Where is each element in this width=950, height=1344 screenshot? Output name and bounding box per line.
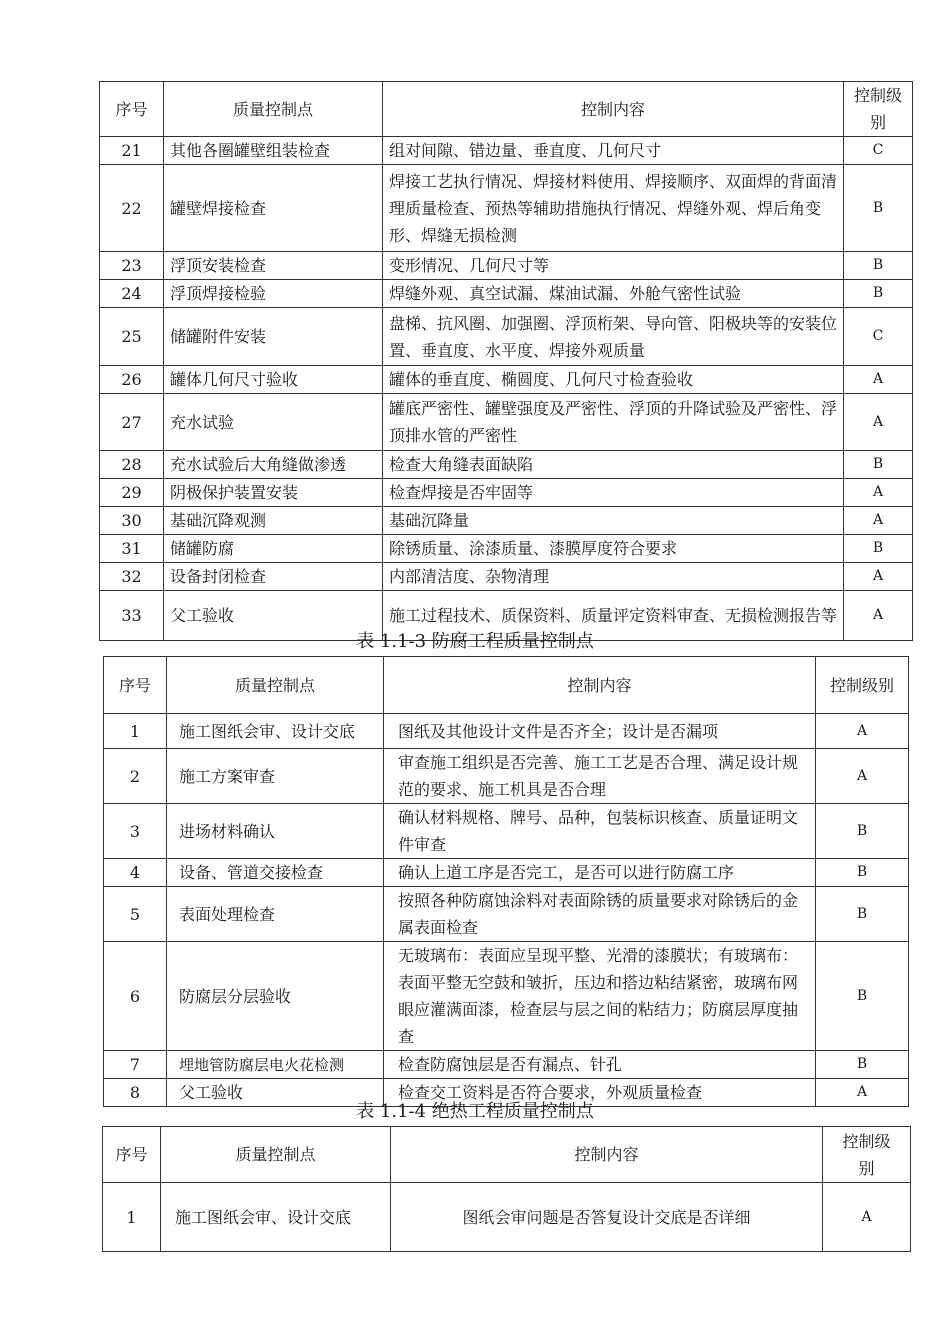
row-no: 23 [100, 252, 164, 280]
table-row [104, 942, 909, 1051]
row-no: 4 [104, 859, 167, 887]
row-point: 充水试验后大角缝做渗透 [164, 451, 383, 479]
row-point: 父工验收 [167, 1079, 384, 1107]
row-content: 变形情况、几何尺寸等 [383, 252, 844, 280]
row-content: 确认上道工序是否完工，是否可以进行防腐工序 [384, 859, 816, 887]
row-point: 设备、管道交接检查 [167, 859, 384, 887]
row-content: 检查防腐蚀层是否有漏点、针孔 [384, 1051, 816, 1079]
table-row [104, 887, 909, 942]
row-no: 24 [100, 280, 164, 308]
row-content: 盘梯、抗风圈、加强圈、浮顶桁架、导向管、阳极块等的安装位置、垂直度、水平度、焊接外观质量 [383, 308, 844, 366]
row-level: A [844, 591, 913, 641]
header-no: 序号 [100, 82, 164, 137]
row-content: 无玻璃布：表面应呈现平整、光滑的漆膜状；有玻璃布：表面平整无空鼓和皱折，压边和搭边粘结紧密，玻璃布网眼应灌满面漆，检查层与层之间的粘结力；防腐层厚度抽查 [384, 942, 816, 1051]
row-point: 施工方案审查 [167, 749, 384, 804]
row-level: A [816, 1079, 909, 1107]
row-content: 按照各种防腐蚀涂料对表面除锈的质量要求对除锈后的金属表面检查 [384, 887, 816, 942]
row-point: 父工验收 [164, 591, 383, 641]
row-no: 25 [100, 308, 164, 366]
row-point: 防腐层分层验收 [167, 942, 384, 1051]
row-point: 罐壁焊接检查 [164, 165, 383, 252]
row-point: 施工图纸会审、设计交底 [167, 714, 384, 749]
row-no: 21 [100, 137, 164, 165]
row-content: 除锈质量、涂漆质量、漆膜厚度符合要求 [383, 535, 844, 563]
row-point: 其他各圈罐壁组装检查 [164, 137, 383, 165]
row-point: 基础沉降观测 [164, 507, 383, 535]
header-point: 质量控制点 [164, 82, 383, 137]
row-no: 26 [100, 366, 164, 394]
table-row [100, 394, 913, 451]
row-no: 33 [100, 591, 164, 641]
header-level: 控制级别 [816, 657, 909, 714]
header-level: 控制级别 [844, 82, 913, 137]
row-content: 组对间隙、错边量、垂直度、几何尺寸 [383, 137, 844, 165]
table-row [100, 535, 913, 563]
row-point: 储罐附件安装 [164, 308, 383, 366]
row-content: 图纸会审问题是否答复设计交底是否详细 [391, 1183, 823, 1252]
row-point: 罐体几何尺寸验收 [164, 366, 383, 394]
header-level: 控制级别 [823, 1127, 911, 1183]
row-level: B [844, 252, 913, 280]
row-point: 进场材料确认 [167, 804, 384, 859]
table-caption-anticorrosion: 表 1.1-3 防腐工程质量控制点 [356, 631, 594, 652]
row-no: 6 [104, 942, 167, 1051]
row-level: A [816, 749, 909, 804]
row-no: 27 [100, 394, 164, 451]
table-row [100, 308, 913, 366]
row-point: 设备封闭检查 [164, 563, 383, 591]
row-level: A [844, 394, 913, 451]
table-caption-insulation: 表 1.1-4 绝热工程质量控制点 [356, 1101, 594, 1122]
row-level: C [844, 137, 913, 165]
table-row [100, 165, 913, 252]
table-header-row [104, 657, 909, 714]
row-content: 施工过程技术、质保资料、质量评定资料审查、无损检测报告等 [383, 591, 844, 641]
row-content: 基础沉降量 [383, 507, 844, 535]
row-level: B [844, 535, 913, 563]
table-row [100, 563, 913, 591]
header-content: 控制内容 [384, 657, 816, 714]
row-point: 埋地管防腐层电火花检测 [167, 1051, 384, 1079]
table-row [100, 252, 913, 280]
tank-quality-control-table [99, 81, 913, 641]
table-row [100, 479, 913, 507]
table-header-row [100, 82, 913, 137]
row-content: 内部清洁度、杂物清理 [383, 563, 844, 591]
row-no: 32 [100, 563, 164, 591]
header-no: 序号 [104, 657, 167, 714]
row-level: A [844, 507, 913, 535]
row-no: 3 [104, 804, 167, 859]
row-content: 检查大角缝表面缺陷 [383, 451, 844, 479]
row-point: 浮顶安装检查 [164, 252, 383, 280]
table-row [100, 507, 913, 535]
row-content: 罐底严密性、罐壁强度及严密性、浮顶的升降试验及严密性、浮顶排水管的严密性 [383, 394, 844, 451]
row-no: 8 [104, 1079, 167, 1107]
row-no: 30 [100, 507, 164, 535]
row-level: B [816, 887, 909, 942]
row-level: C [844, 308, 913, 366]
table-row [103, 1183, 911, 1252]
row-point: 浮顶焊接检验 [164, 280, 383, 308]
header-no: 序号 [103, 1127, 161, 1183]
row-level: A [844, 366, 913, 394]
row-level: B [816, 942, 909, 1051]
row-content: 图纸及其他设计文件是否齐全；设计是否漏项 [384, 714, 816, 749]
table-row [100, 280, 913, 308]
row-level: B [844, 280, 913, 308]
table-row [100, 137, 913, 165]
row-no: 1 [104, 714, 167, 749]
row-content: 焊缝外观、真空试漏、煤油试漏、外舱气密性试验 [383, 280, 844, 308]
table-row [104, 749, 909, 804]
row-content: 检查交工资料是否符合要求，外观质量检查 [384, 1079, 816, 1107]
row-no: 2 [104, 749, 167, 804]
row-level: A [823, 1183, 911, 1252]
row-level: A [816, 714, 909, 749]
header-point: 质量控制点 [167, 657, 384, 714]
table-header-row [103, 1127, 911, 1183]
row-level: A [844, 563, 913, 591]
row-no: 31 [100, 535, 164, 563]
row-point: 充水试验 [164, 394, 383, 451]
row-level: B [844, 451, 913, 479]
anticorrosion-quality-control-table [103, 656, 909, 1107]
header-content: 控制内容 [383, 82, 844, 137]
row-no: 22 [100, 165, 164, 252]
row-content: 罐体的垂直度、椭圆度、几何尺寸检查验收 [383, 366, 844, 394]
row-no: 29 [100, 479, 164, 507]
row-content: 审查施工组织是否完善、施工工艺是否合理、满足设计规范的要求、施工机具是否合理 [384, 749, 816, 804]
table-row [100, 366, 913, 394]
table-row [104, 859, 909, 887]
table-row [104, 804, 909, 859]
row-no: 5 [104, 887, 167, 942]
row-no: 1 [103, 1183, 161, 1252]
row-no: 7 [104, 1051, 167, 1079]
table-row [104, 1051, 909, 1079]
row-level: B [816, 1051, 909, 1079]
table-row [104, 714, 909, 749]
row-level: A [844, 479, 913, 507]
row-point: 阴极保护装置安装 [164, 479, 383, 507]
row-point: 施工图纸会审、设计交底 [161, 1183, 391, 1252]
insulation-quality-control-table [102, 1126, 911, 1252]
row-content: 确认材料规格、牌号、品种，包装标识核查、质量证明文件审查 [384, 804, 816, 859]
row-level: B [816, 859, 909, 887]
row-level: B [816, 804, 909, 859]
header-point: 质量控制点 [161, 1127, 391, 1183]
row-no: 28 [100, 451, 164, 479]
row-point: 表面处理检查 [167, 887, 384, 942]
row-content: 焊接工艺执行情况、焊接材料使用、焊接顺序、双面焊的背面清理质量检查、预热等辅助措施执行情况、焊缝外观、焊后角变形、焊缝无损检测 [383, 165, 844, 252]
header-content: 控制内容 [391, 1127, 823, 1183]
row-level: B [844, 165, 913, 252]
row-point: 储罐防腐 [164, 535, 383, 563]
table-row [100, 451, 913, 479]
row-content: 检查焊接是否牢固等 [383, 479, 844, 507]
